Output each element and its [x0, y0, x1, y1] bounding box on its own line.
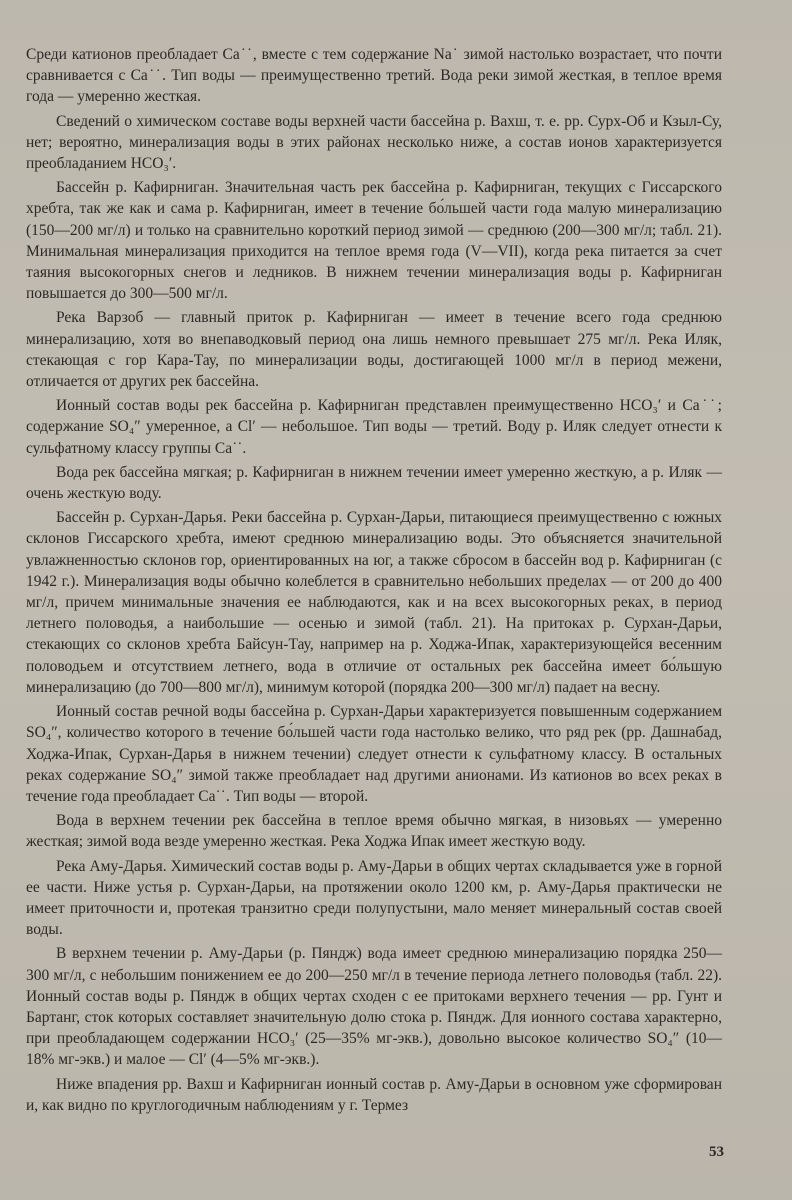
paragraph: Вода в верхнем течении рек бассейна в теплое время обычно мягкая, в низовьях — умеренно жесткая; зимой вода везде умеренно жесткая. Река Ходжа Ипак имеет жесткую воду.: [26, 812, 722, 851]
paragraph: В верхнем течении р. Аму-Дарьи (р. Пяндж) вода имеет среднюю минерализацию порядка 250—300 мг/л, с небольшим понижением ее до 200—250 мг/л в течение периода летнего половодья (табл. 22). Ионный состав воды р. Пяндж в общих чертах сходен с ее притоками верхнего течения — рр. Гунт и Бартанг, сток которых составляет значительную долю стока р. Пяндж. Для ионного состава характерно, при преобладающем содержании HCO₃′ (25—35% мг-экв.), довольно высокое количество SO₄″ (10—18% мг-экв.) и малое — Cl′ (4—5% мг-экв.).: [26, 945, 722, 1069]
paragraph: Ниже впадения рр. Вахш и Кафирниган ионный состав р. Аму-Дарьи в основном уже сформирован и, как видно по круглогодичным наблюдениям у г. Термез: [26, 1075, 722, 1114]
paragraph: Сведений о химическом составе воды верхней части бассейна р. Вахш, т. е. рр. Сурх-Об и Кзыл-Су, нет; вероятно, минерализация воды в этих районах несколько ниже, а состав ионов характеризуется преобладанием HCO₃′.: [26, 112, 722, 173]
paragraph: Вода рек бассейна мягкая; р. Кафирниган в нижнем течении имеет умеренно жесткую, а р. Иляк — очень жесткую воду.: [26, 463, 722, 503]
paragraph: Бассейн р. Кафирниган. Значительная часть рек бассейна р. Кафирниган, текущих с Гиссарского хребта, так же как и сама р. Кафирниган, имеет в течение бо́льшей части года малую минерализацию (150—200 мг/л) и только на сравнительно короткий период зимой — среднюю (200—300 мг/л; табл. 21). Минимальная минерализация приходится на теплое время года (V—VII), когда река питается за счет таяния высокогорных снегов и ледников. В нижнем течении минерализация воды р. Кафирниган повышается до 300—500 мг/л.: [26, 179, 722, 303]
paragraph: Ионный состав речной воды бассейна р. Сурхан-Дарьи характеризуется повышенным содержанием SO₄″, количество которого в течение бо́льшей части года настолько велико, что ряд рек (рр. Дашнабад, Ходжа-Ипак, Сурхан-Дарья в нижнем течении) следует отнести к сульфатному классу. В остальных реках содержание SO₄″ зимой также преобладает над другими анионами. Из катионов во всех реках в течение года преобладает Ca˙˙. Тип воды — второй.: [26, 703, 722, 805]
paragraph: Среди катионов преобладает Ca˙˙, вместе с тем содержание Na˙ зимой настолько возрастает, что почти сравнивается с Ca˙˙. Тип воды — преимущественно третий. Вода реки зимой жесткая, в теплое время года — умеренно жесткая.: [26, 46, 722, 106]
page-number: 53: [709, 1144, 724, 1160]
paragraph: Бассейн р. Сурхан-Дарья. Реки бассейна р. Сурхан-Дарьи, питающиеся преимущественно с южных склонов Гиссарского хребта, имеют среднюю минерализацию воды. Это объясняется значительной увлажненностью склонов гор, ориентированных на юг, а также сбросом в бассейн вод р. Кафирниган (с 1942 г.). Минерализация воды обычно колеблется в сравнительно небольших пределах — от 200 до 400 мг/л, причем минимальные значения ее наблюдаются, как и на всех высокогорных реках, в период летнего половодья, а наибольшие — осенью и зимой (табл. 21). На притоках р. Сурхан-Дарьи, стекающих со склонов хребта Байсун-Тау, например на р. Ходжа-Ипак, характеризующейся весенним половодьем и отсутствием летнего, вода в отличие от остальных рек бассейна имеет бо́льшую минерализацию (до 700—800 мг/л), минимум которой (порядка 200—300 мг/л) падает на весну.: [26, 509, 722, 696]
paragraph: Ионный состав воды рек бассейна р. Кафирниган представлен преимущественно HCO₃′ и Ca˙˙; содержание SO₄″ умеренное, а Cl′ — небольшое. Тип воды — третий. Воду р. Иляк следует отнести к сульфатному классу группы Ca˙˙.: [26, 397, 722, 457]
paragraph: Река Аму-Дарья. Химический состав воды р. Аму-Дарьи в общих чертах складывается уже в горной ее части. Ниже устья р. Сурхан-Дарьи, на протяжении около 1200 км, р. Аму-Дарья практически не имеет приточности и, протекая транзитно среди полупустыни, мало меняет минеральный состав своей воды.: [26, 857, 722, 939]
body-text: [26, 44, 722, 1119]
paragraph: Река Варзоб — главный приток р. Кафирниган — имеет в течение всего года среднюю минерализацию, хотя во внепаводковый период она лишь немного превышает 275 мг/л. Река Иляк, стекающая с гор Кара-Тау, по минерализации воды, достигающей 1000 мг/л в период межени, отличается от других рек бассейна.: [26, 309, 722, 391]
